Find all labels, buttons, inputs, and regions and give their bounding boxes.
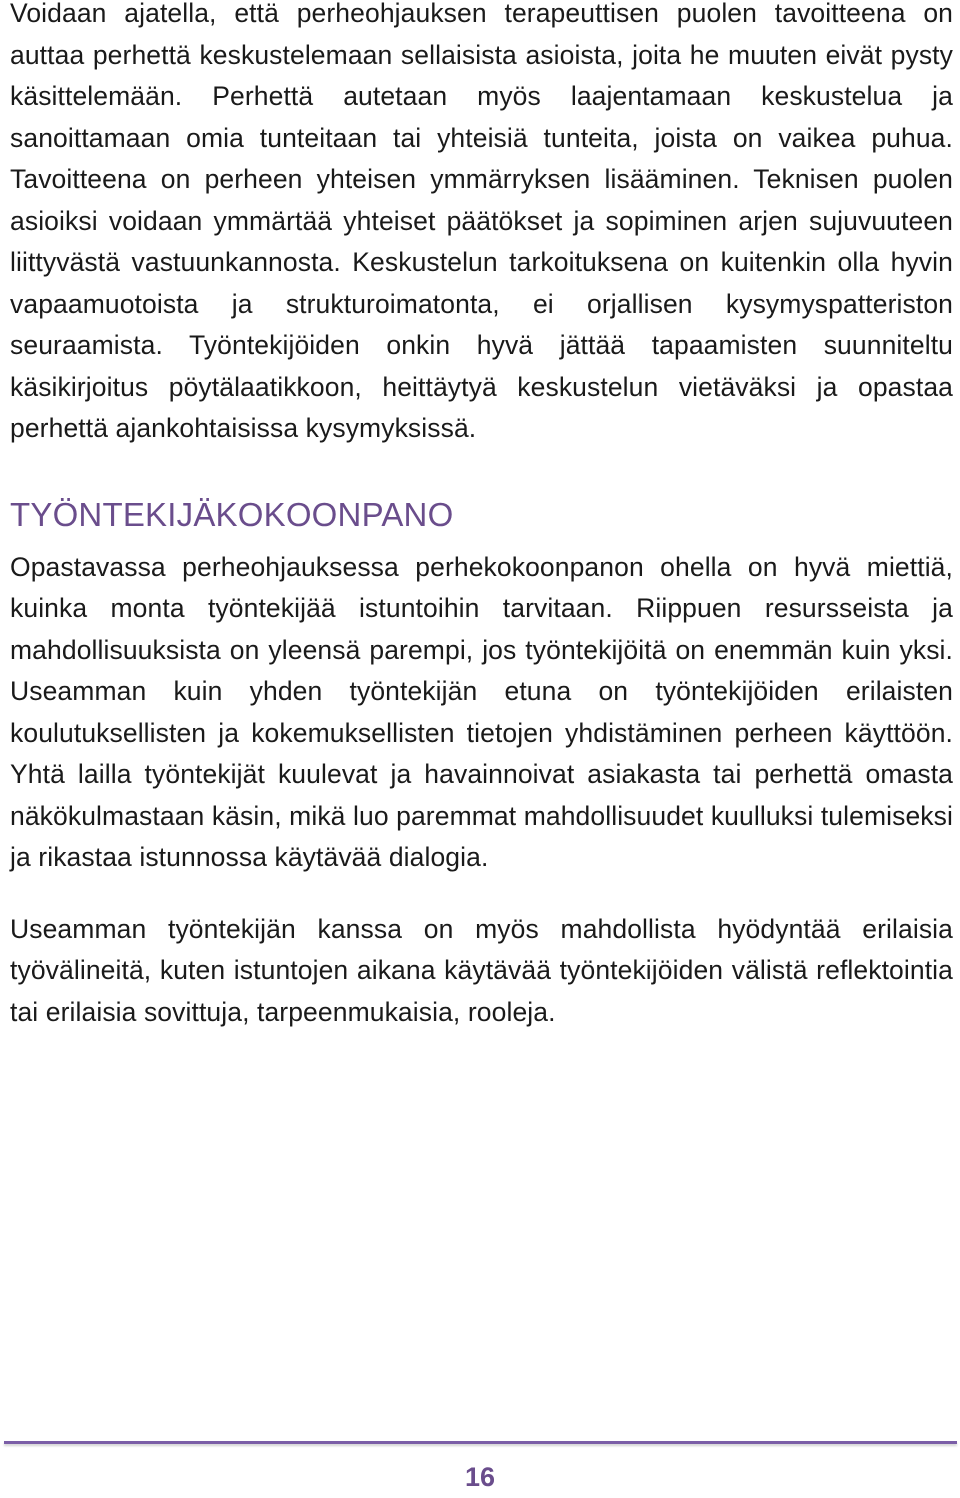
section-heading: TYÖNTEKIJÄKOKOONPANO	[10, 495, 454, 533]
page-number: 16	[464, 1462, 496, 1492]
intro-paragraph: Voidaan ajatella, että perheohjauksen terapeuttisen puolen tavoitteena on auttaa perhettä keskustelemaan sellaisista asioista, joita he muuten eivät pysty käsittelemään. Perhettä autetaan myös laajentamaan keskustelua ja sanoittamaan omia tunteitaan tai yhteisiä tunteita, joista on vaikea puhua. Tavoitteena on perheen yhteisen ymmärryksen lisääminen. Teknisen puolen asioiksi voidaan ymmärtää yhteiset päätökset ja sopiminen arjen sujuvuuteen liittyvästä vastuunkannosta. Keskustelun tarkoituksena on kuitenkin olla hyvin vapaamuotoista ja strukturoimatonta, ei orjallisen kysymyspatteriston seuraamista. Työntekijöiden onkin hyvä jättää tapaamisten suunniteltu käsikirjoitus pöytälaatikkoon, heittäytyä keskustelun vietäväksi ja opastaa perhettä ajankohtaisissa kysymyksissä.	[10, 0, 953, 443]
section-paragraph-2: Useamman työntekijän kanssa on myös mahdollista hyödyntää erilaisia työvälineitä, kuten istuntojen aikana käytävää työntekijöiden välistä reflektointia tai erilaisia sovittuja, tarpeenmukaisia, rooleja.	[10, 913, 953, 1027]
section-paragraph-1: Opastavassa perheohjauksessa perhekokoonpanon ohella on hyvä miettiä, kuinka monta työntekijää istuntoihin tarvitaan. Riippuen resursseista ja mahdollisuuksista on yleensä parempi, jos työntekijöitä on enemmän kuin yksi. Useamman kuin yhden työntekijän etuna on työntekijöiden erilaisten koulutuksellisten ja kokemuksellisten tietojen yhdistäminen perheen käyttöön. Yhtä lailla työntekijät kuulevat ja havainnoivat asiakasta tai perhettä omasta näkökulmastaan käsin, mikä luo paremmat mahdollisuudet kuulluksi tulemiseksi ja rikastaa istunnossa käytävää dialogia.	[10, 551, 953, 872]
footer-divider	[4, 1441, 957, 1444]
document-page	[10, 0, 953, 1033]
